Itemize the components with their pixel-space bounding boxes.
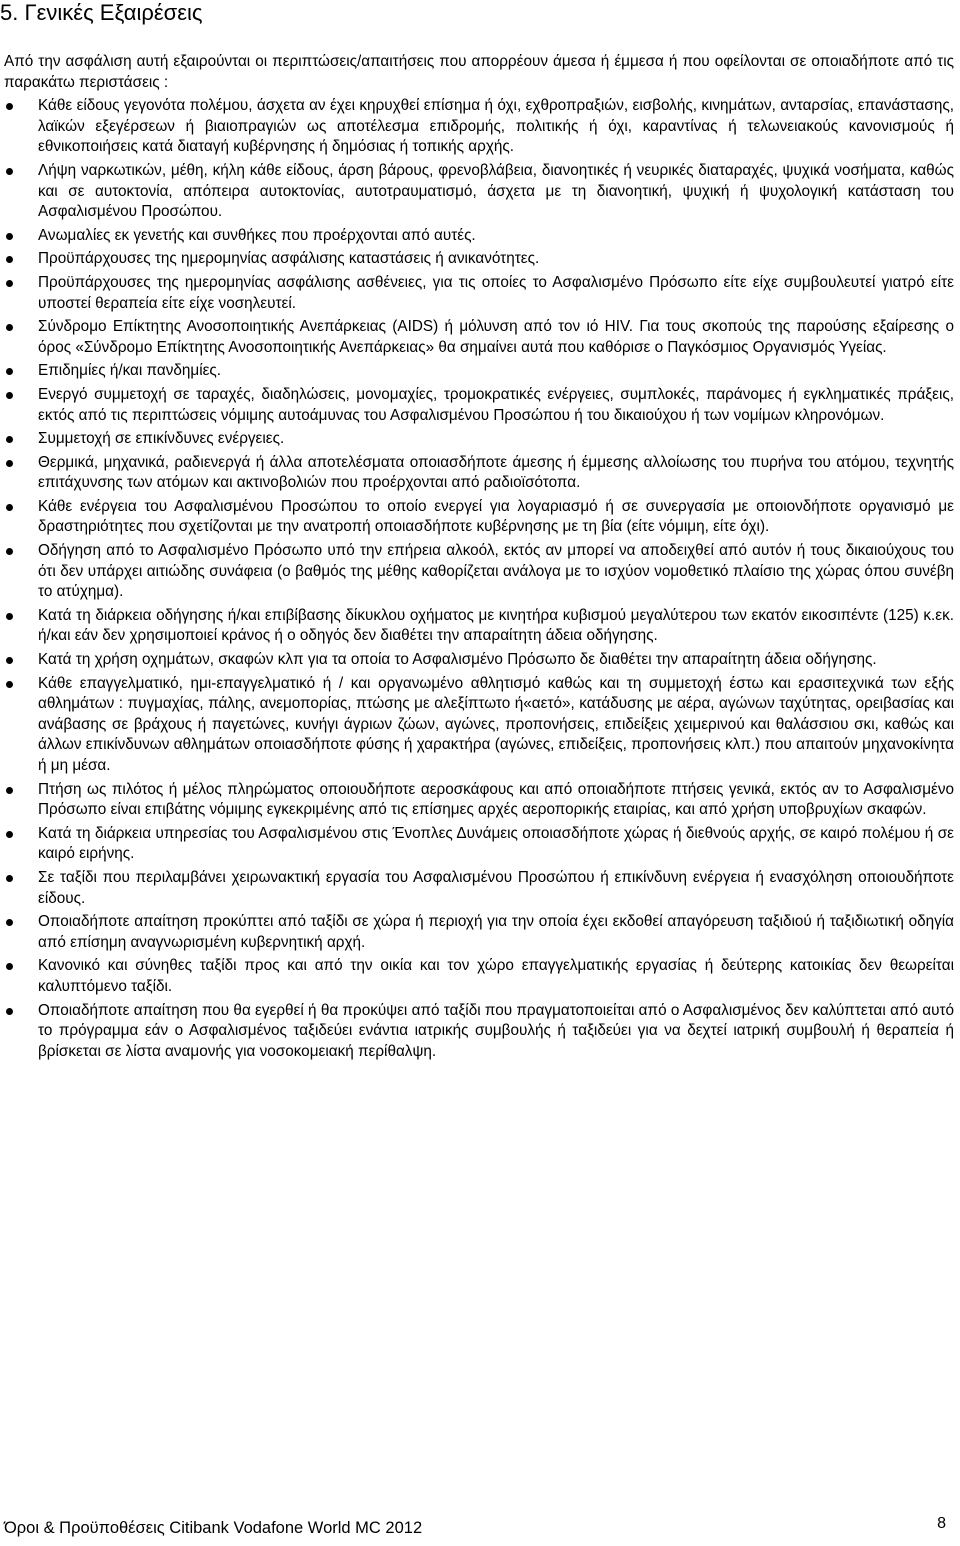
list-item: [4, 226, 954, 247]
bullet-icon: [6, 875, 13, 882]
bullet-icon: [6, 504, 13, 511]
list-item: [4, 497, 954, 538]
list-item: [4, 317, 954, 358]
list-item-text: Λήψη ναρκωτικών, μέθη, κήλη κάθε είδους, άρση βάρους, φρενοβλάβεια, διανοητικές ή νευρικές διαταραχές, ψυχικά νοσήματα, καθώς και σε αυτοκτονία, απόπειρα αυτοκτονίας, αυτοτραυματισμό, άσχετα με τη διανοητική, ψυχική ή ψυχολογική κατάσταση του Ασφαλισμένου Προσώπου.: [38, 161, 954, 221]
list-item-text: Οποιαδήποτε απαίτηση που θα εγερθεί ή θα προκύψει από ταξίδι που πραγματοποιείται από ο Ασφαλισμένος δεν καλύπτεται από αυτό το πρόγραμμα εάν ο Ασφαλισμένος ταξιδεύει ενάντια ιατρικής συμβουλής ή ταξιδεύει για να δεχτεί ιατρική συμβουλή ή θεραπεία ή βρίσκεται σε λίστα αναμονής για νοσοκομειακή περίθαλψη.: [38, 1001, 954, 1060]
list-item: [4, 385, 954, 426]
list-item-text: Προϋπάρχουσες της ημερομηνίας ασφάλισης ασθένειες, για τις οποίες το Ασφαλισμένο Πρόσωπο είτε είχε συμβουλευτεί γιατρό είτε υποστεί θεραπεία είτε είχε νοσηλευτεί.: [38, 273, 954, 312]
bullet-icon: [6, 460, 13, 467]
list-item-text: Κανονικό και σύνηθες ταξίδι προς και από την οικία και τον χώρο επαγγελματικής εργασίας ή δεύτερης κατοικίας δεν θεωρείται καλυπτόμενο ταξίδι.: [38, 957, 954, 995]
bullet-icon: [6, 657, 13, 664]
bullet-icon: [6, 919, 13, 926]
intro-paragraph: Από την ασφάλιση αυτή εξαιρούνται οι περιπτώσεις/απαιτήσεις που απορρέουν άμεσα ή έμμεσα ή που οφείλονται σε οποιαδήποτε από τις παρακάτω περιστάσεις :: [4, 53, 954, 91]
list-item-text: Οποιαδήποτε απαίτηση προκύπτει από ταξίδι σε χώρα ή περιοχή για την οποία έχει εκδοθεί απαγόρευση ταξιδιού ή ταξιδιωτική οδηγία από επίσημη αναγνωρισμένη κυβερνητική αρχή.: [38, 913, 954, 951]
list-item-text: Κάθε επαγγελματικό, ημι-επαγγελματικό ή / και οργανωμένο αθλητισμό καθώς και τη συμμετοχή έστω και ερασιτεχνικά των εξής αθλημάτων : πυγμαχίας, πάλης, ανεμοπορίας, πτώσης με αλεξίπτωτο ή«αετό», κατάδυσης με αέρα, αγώνων ταχύτητας, ορειβασίας και ανάβασης σε βράχους ή παγετώνες, κυνήγι άγριων ζώων, αγώνες, προπονήσεις, επιδείξεις χειμερινού και θαλάσσιου σκι, καθώς και άλλων επικίνδυνων αθλημάτων οποιασδήποτε φύσης ή χαρακτήρα (αγώνες, επιδείξεις, προπονήσεις κλπ.) που απαιτούν μηχανοκίνητα ή μη μέσα.: [38, 674, 954, 774]
list-item: [4, 912, 954, 953]
list-item: [4, 956, 954, 997]
footer-document-title: Όροι & Προϋποθέσεις Citibank Vodafone World MC 2012: [4, 1519, 423, 1537]
list-item: [4, 429, 954, 450]
bullet-icon: [6, 963, 13, 970]
list-item: [4, 606, 954, 647]
bullet-icon: [6, 233, 13, 240]
list-item: [4, 1001, 954, 1063]
list-item: [4, 161, 954, 223]
list-item: [4, 96, 954, 158]
list-item-text: Σύνδρομο Επίκτητης Ανοσοποιητικής Ανεπάρκειας (AIDS) ή μόλυνση από τον ιό HIV. Για τους σκοπούς της παρούσης εξαίρεσης ο όρος «Σύνδρομο Επίκτητης Ανοσοποιητικής Ανεπάρκειας» θα σημαίνει αυτά που καθόρισε ο Παγκόσμιος Οργανισμός Υγείας.: [38, 318, 954, 356]
list-item-text: Ανωμαλίες εκ γενετής και συνθήκες που προέρχονται από αυτές.: [38, 226, 476, 244]
page-title: 5. Γενικές Εξαιρέσεις: [0, 0, 203, 25]
bullet-icon: [6, 436, 13, 443]
bullet-icon: [6, 681, 13, 688]
document-body: [4, 52, 954, 1062]
list-item: [4, 541, 954, 603]
bullet-icon: [6, 1008, 13, 1015]
list-item-text: Κατά τη διάρκεια υπηρεσίας του Ασφαλισμένου στις Ένοπλες Δυνάμεις οποιασδήποτε χώρας ή διεθνούς αρχής, σε καιρό πολέμου ή σε καιρό ειρήνης.: [38, 824, 954, 863]
list-item-text: Ενεργό συμμετοχή σε ταραχές, διαδηλώσεις, μονομαχίες, τρομοκρατικές ενέργειες, συμπλοκές, παράνομες ή εγκληματικές πράξεις, εκτός από τις περιπτώσεις νόμιμης αυτοάμυνας του Ασφαλισμένου Προσώπου ή του δικαιούχου ή των νομίμων κληρονόμων.: [38, 385, 954, 424]
exclusions-list: [4, 96, 954, 1062]
list-item-text: Σε ταξίδι που περιλαμβάνει χειρωνακτική εργασία του Ασφαλισμένου Προσώπου ή επικίνδυνη ενέργεια ή ενασχόληση οποιουδήποτε είδους.: [38, 868, 954, 907]
list-item: [4, 780, 954, 821]
list-item: [4, 674, 954, 777]
list-item-text: Οδήγηση από το Ασφαλισμένο Πρόσωπο υπό την επήρεια αλκοόλ, εκτός αν μπορεί να αποδειχθεί από αυτόν ή τους δικαιούχους του ότι δεν υπάρχει αιτιώδης συνάφεια (ο βαθμός της μέθης καθορίζεται ανάλογα με το ισχύον νομοθετικό πλαίσιο της χώρας όπου συνέβη το ατύχημα).: [38, 542, 954, 601]
list-item-text: Κατά τη διάρκεια οδήγησης ή/και επιβίβασης δίκυκλου οχήματος με κινητήρα κυβισμού μεγαλύτερου των εκατόν εικοσιπέντε (125) κ.εκ. ή/και εάν δεν χρησιμοποιεί κράνος ή ο οδηγός δεν διαθέτει την απαραίτητη άδεια οδήγησης.: [38, 606, 954, 645]
bullet-icon: [6, 280, 13, 287]
footer-page-number: 8: [937, 1515, 946, 1532]
bullet-icon: [6, 168, 13, 175]
bullet-icon: [6, 831, 13, 838]
bullet-icon: [6, 392, 13, 399]
list-item-text: Πτήση ως πιλότος ή μέλος πληρώματος οποιουδήποτε αεροσκάφους και από οποιαδήποτε πτήσεις γενικά, εκτός αν το Ασφαλισμένο Πρόσωπο είναι επιβάτης νόμιμης εγκεκριμένης από τις επίσημες αρχές αεροπορικής εταιρίας, και από χρήση υποβρυχίων σκαφών.: [38, 780, 954, 819]
list-item: [4, 273, 954, 314]
list-item: [4, 249, 954, 270]
bullet-icon: [6, 548, 13, 555]
bullet-icon: [6, 324, 13, 331]
list-item-text: Συμμετοχή σε επικίνδυνες ενέργειες.: [38, 430, 285, 448]
bullet-icon: [6, 613, 13, 620]
list-item: [4, 868, 954, 909]
list-item-text: Επιδημίες ή/και πανδημίες.: [38, 362, 222, 380]
bullet-icon: [6, 103, 13, 110]
bullet-icon: [6, 787, 13, 794]
bullet-icon: [6, 256, 13, 263]
bullet-icon: [6, 368, 13, 375]
list-item-text: Προϋπάρχουσες της ημερομηνίας ασφάλισης καταστάσεις ή ανικανότητες.: [38, 250, 540, 268]
list-item-text: Κατά τη χρήση οχημάτων, σκαφών κλπ για τα οποία το Ασφαλισμένο Πρόσωπο δε διαθέτει την απαραίτητη άδεια οδήγησης.: [38, 651, 877, 669]
list-item-text: Κάθε ενέργεια του Ασφαλισμένου Προσώπου το οποίο ενεργεί για λογαριασμό ή σε συνεργασία με οποιονδήποτε οργανισμό με δραστηριότητες που σχετίζονται με την ανατροπή οποιασδήποτε κυβέρνησης με τη βία (είτε νόμιμη, είτε όχι).: [38, 497, 954, 536]
list-item: [4, 361, 954, 382]
list-item-text: Κάθε είδους γεγονότα πολέμου, άσχετα αν έχει κηρυχθεί επίσημα ή όχι, εχθροπραξιών, εισβολής, κινημάτων, ανταρσίας, επανάστασης, λαϊκών εξεγέρσεων ή βιαιοπραγιών ως αποτέλεσμα επιδρομής, πολιτικής ή όχι, καραντίνας ή τελωνειακούς κανονισμούς ή εθνικοποιήσεις κατά διαταγή κυβέρνησης ή δημόσιας ή τοπικής αρχής.: [38, 97, 954, 156]
list-item: [4, 650, 954, 671]
list-item: [4, 824, 954, 865]
list-item: [4, 453, 954, 494]
list-item-text: Θερμικά, μηχανικά, ραδιενεργά ή άλλα αποτελέσματα οποιασδήποτε άμεσης ή έμμεσης αλλοίωσης του πυρήνα του ατόμου, τεχνητής επιτάχυνσης των ατόμων και ακτινοβολιών που προέρχονται από ραδιοϊσότοπα.: [38, 453, 954, 492]
